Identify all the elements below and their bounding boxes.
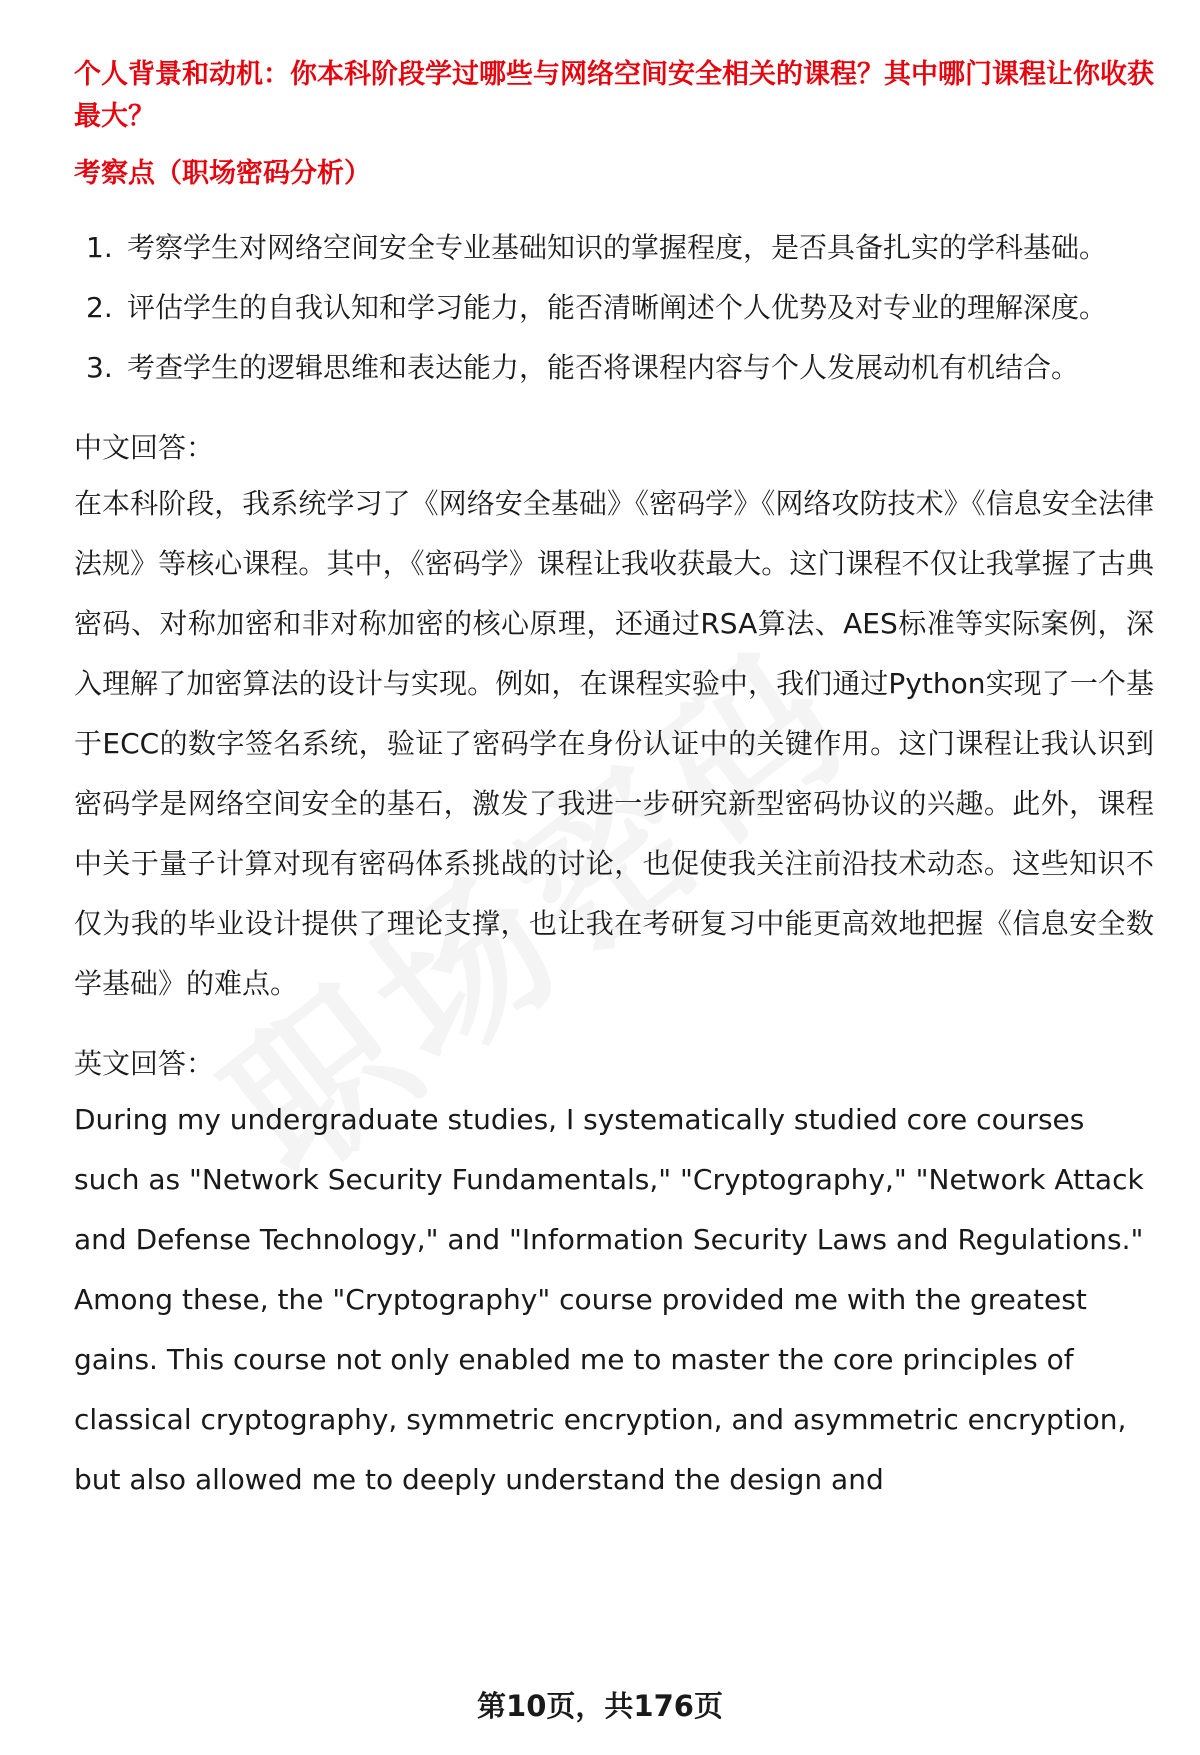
key-points-list bbox=[74, 218, 1154, 398]
english-answer-label: 英文回答： bbox=[74, 1047, 215, 1080]
question-heading: 个人背景和动机：你本科阶段学过哪些与网络空间安全相关的课程？其中哪门课程让你收获最大？ bbox=[74, 59, 1154, 132]
key-point-item bbox=[74, 338, 1154, 398]
key-point-text: 考查学生的逻辑思维和表达能力，能否将课程内容与个人发展动机有机结合。 bbox=[127, 351, 1080, 384]
key-point-number: 1. bbox=[86, 231, 113, 264]
key-point-text: 考察学生对网络空间安全专业基础知识的掌握程度，是否具备扎实的学科基础。 bbox=[127, 231, 1108, 264]
chinese-answer-text: 在本科阶段，我系统学习了《网络安全基础》《密码学》《网络攻防技术》《信息安全法律法规》等核心课程。其中，《密码学》课程让我收获最大。这门课程不仅让我掌握了古典密码、对称加密和非对称加密的核心原理，还通过RSA算法、AES标准等实际案例，深入理解了加密算法的设计与实现。例如，在课程实验中，我们通过Python实现了一个基于ECC的数字签名系统，验证了密码学在身份认证中的关键作用。这门课程让我认识到密码学是网络空间安全的基石，激发了我进一步研究新型密码协议的兴趣。此外，课程中关于量子计算对现有密码体系挑战的讨论，也促使我关注前沿技术动态。这些知识不仅为我的毕业设计提供了理论支撑，也让我在考研复习中能更高效地把握《信息安全数学基础》的难点。 bbox=[74, 487, 1154, 1000]
key-point-number: 2. bbox=[86, 291, 113, 324]
key-point-item bbox=[74, 218, 1154, 278]
key-point-number: 3. bbox=[86, 351, 113, 384]
key-point-item bbox=[74, 278, 1154, 338]
key-point-text: 评估学生的自我认知和学习能力，能否清晰阐述个人优势及对专业的理解深度。 bbox=[127, 291, 1108, 324]
document-page bbox=[74, 54, 1154, 1510]
key-points-heading: 考察点（职场密码分析） bbox=[74, 158, 371, 189]
chinese-answer-label: 中文回答： bbox=[74, 431, 215, 464]
page-number-footer: 第10页，共176页 bbox=[477, 1689, 723, 1723]
english-answer-text: During my undergraduate studies, I systematically studied core courses such as "Network Security Fundamentals," "Cryptography," "Network Attack and Defense Technology," and "Information Security Laws and Regulations." Among these, the "Cryptography" course provided me with the greatest gains. This course not only enabled me to master the core principles of classical cryptography, symmetric encryption, and asymmetric encryption, but also allowed me to deeply understand the design and bbox=[74, 1103, 1144, 1496]
